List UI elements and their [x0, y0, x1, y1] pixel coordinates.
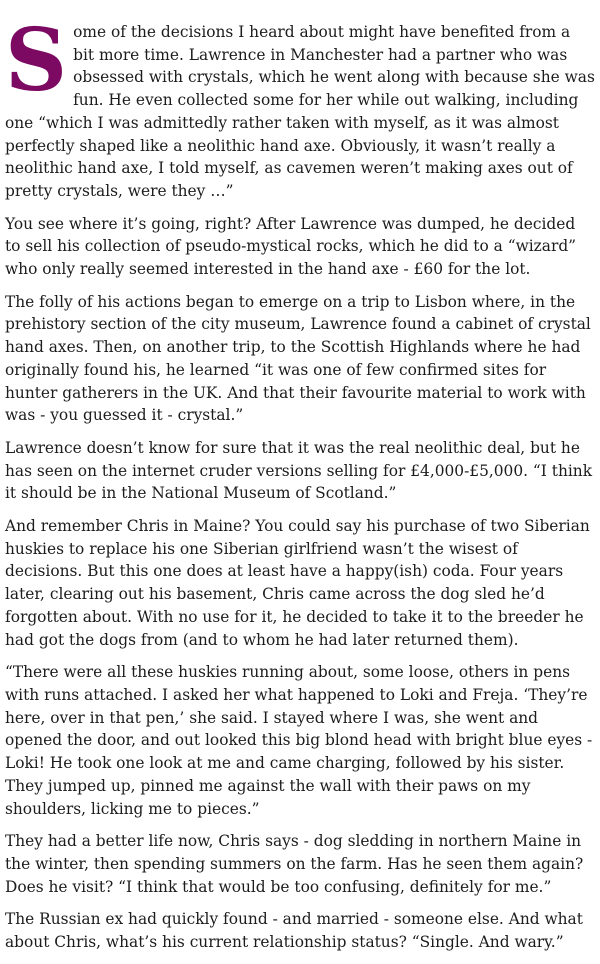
paragraph-3: The folly of his actions began to emerge on a trip to Lisbon where, in the prehistory section of the city museum, Lawrence found a cabinet of crystal hand axes. Then, on another trip, to the Scottish Highlands where he had originally found his, he learned “it was one of few confirmed sites for hunter gatherers in the UK. And that their favourite material to work with was - you guessed it - crystal.” [5, 292, 591, 425]
paragraph-1-text: ome of the decisions I heard about might have benefited from a bit more time. Lawrence in Manchester had a partner who was obsessed with crystals, which he went along with because she was fun. He even collected some for her while out walking, including one “which I was admittedly rather taken with myself, as it was almost perfectly shaped like a neolithic hand axe. Obviously, it wasn’t really a neolithic hand axe, I told myself, as cavemen weren’t making axes out of pretty crystals, were they …” [5, 23, 595, 200]
paragraph-6: “There were all these huskies running about, some loose, others in pens with runs attached. I asked her what happened to Loki and Freja. ‘They’re here, over in that pen,’ she said. I stayed where I was, she went and opened the door, and out looked this big blond head with bright blue eyes - Loki! He took one look at me and came charging, followed by his sister. They jumped up, pinned me against the wall with their paws on my shoulders, licking me to pieces.” [5, 663, 593, 818]
paragraph-8: The Russian ex had quickly found - and married - someone else. And what about Chris, what’s his current relationship status? “Single. And wary.” [5, 910, 583, 952]
article-body [5, 0, 595, 964]
paragraph-1 [5, 10, 595, 203]
paragraph-2: You see where it’s going, right? After Lawrence was dumped, he decided to sell his collection of pseudo-mystical rocks, which he did to a “wizard” who only really seemed interested in the hand axe - £60 for the lot. [5, 214, 577, 279]
paragraph-5: And remember Chris in Maine? You could say his purchase of two Siberian huskies to replace his one Siberian girlfriend wasn’t the wisest of decisions. But this one does at least have a happy(ish) coda. Four years later, clearing out his basement, Chris came across the dog sled he’d forgotten about. With no use for it, he decided to take it to the breeder he had got the dogs from (and to whom he had later returned them). [5, 517, 590, 649]
paragraph-4: Lawrence doesn’t know for sure that it was the real neolithic deal, but he has seen on the internet cruder versions selling for £4,000-£5,000. “I think it should be in the National Museum of Scotland.” [5, 438, 593, 503]
drop-cap: S [5, 10, 68, 111]
paragraph-7: They had a better life now, Chris says - dog sledding in northern Maine in the winter, then spending summers on the farm. Has he seen them again? Does he visit? “I think that would be too confusing, definitely for me.” [5, 832, 584, 896]
